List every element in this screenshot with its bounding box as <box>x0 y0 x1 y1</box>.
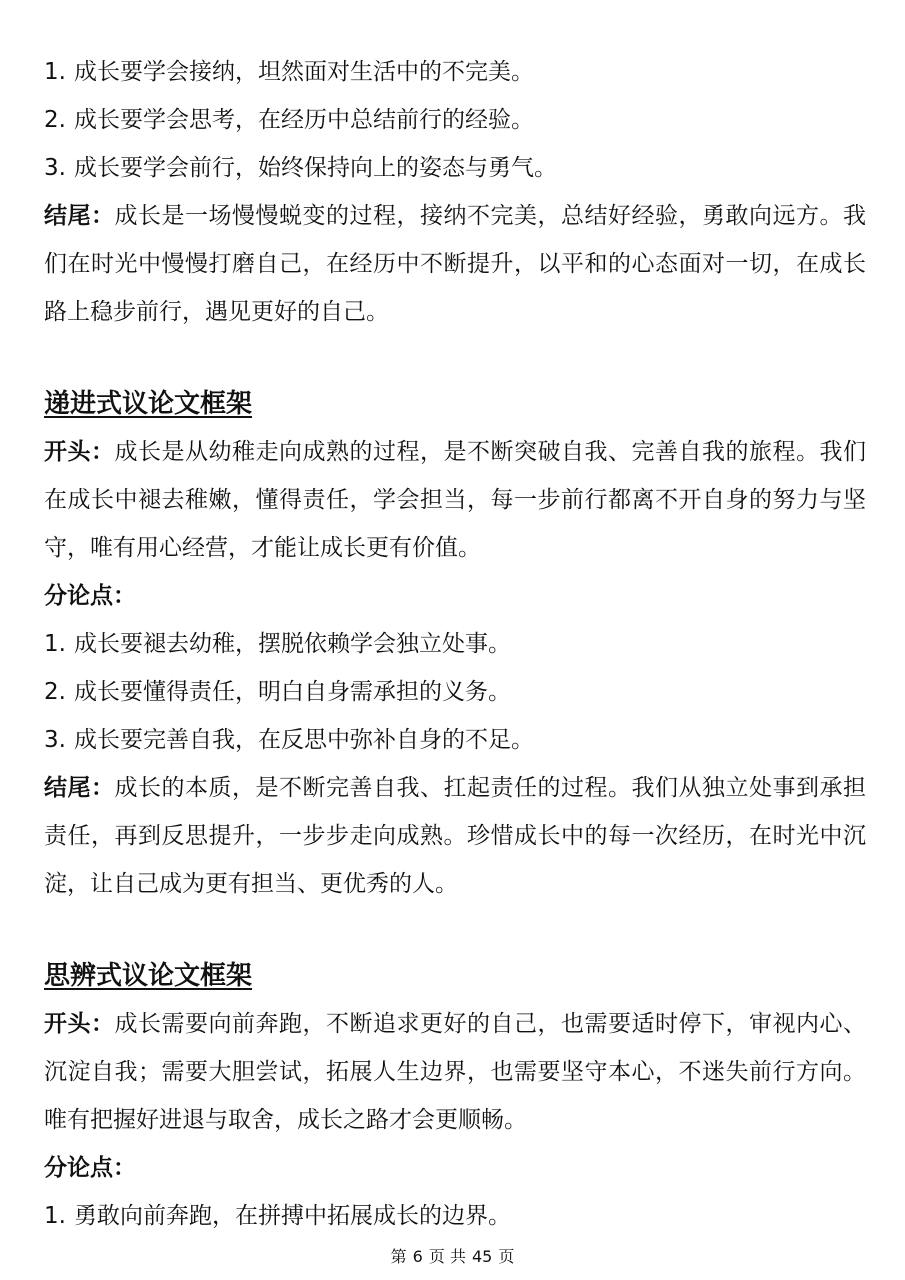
ending-paragraph <box>44 764 866 908</box>
opening-paragraph <box>44 428 866 572</box>
opening-text: 成长需要向前奔跑，不断追求更好的自己，也需要适时停下，审视内心、沉淀自我；需要大胆尝试，拓展人生边界，也需要坚守本心，不迷失前行方向。唯有把握好进退与取舍，成长之路才会更顺畅。 <box>44 1011 866 1133</box>
section-spacer <box>44 908 866 952</box>
list-item-text: 成长要学会接纳，坦然面对生活中的不完美。 <box>74 59 534 85</box>
list-item <box>44 144 866 192</box>
list-item-text: 成长要完善自我，在反思中弥补自身的不足。 <box>74 727 534 753</box>
section-heading-dialectical: 思辨式议论文框架 <box>44 961 253 991</box>
list-number: 2. <box>44 679 66 705</box>
points-label: 分论点： <box>44 583 136 609</box>
ending-text: 成长是一场慢慢蜕变的过程，接纳不完美，总结好经验，勇敢向远方。我们在时光中慢慢打磨自己，在经历中不断提升，以平和的心态面对一切，在成长路上稳步前行，遇见更好的自己。 <box>44 203 866 325</box>
ending-label: 结尾： <box>44 775 115 801</box>
footer-suffix: 页 <box>498 1247 515 1266</box>
list-item-text: 成长要懂得责任，明白自身需承担的义务。 <box>74 679 511 705</box>
footer-prefix: 第 <box>390 1247 407 1266</box>
list-item-text: 勇敢向前奔跑，在拼搏中拓展成长的边界。 <box>74 1203 511 1229</box>
list-item <box>44 716 866 764</box>
page-footer <box>0 1244 905 1267</box>
opening-label: 开头： <box>44 439 115 465</box>
section-spacer <box>44 336 866 380</box>
opening-text: 成长是从幼稚走向成熟的过程，是不断突破自我、完善自我的旅程。我们在成长中褪去稚嫩，懂得责任，学会担当，每一步前行都离不开自身的努力与坚守，唯有用心经营，才能让成长更有价值。 <box>44 439 866 561</box>
list-number: 1. <box>44 59 66 85</box>
list-number: 2. <box>44 107 66 133</box>
list-item <box>44 48 866 96</box>
list-number: 1. <box>44 1203 66 1229</box>
points-label: 分论点： <box>44 1155 136 1181</box>
opening-paragraph <box>44 1000 866 1144</box>
footer-current-page: 6 <box>412 1247 423 1266</box>
list-item <box>44 96 866 144</box>
list-item-text: 成长要学会思考，在经历中总结前行的经验。 <box>74 107 534 133</box>
document-page <box>44 48 866 1240</box>
list-number: 3. <box>44 155 66 181</box>
list-item-text: 成长要学会前行，始终保持向上的姿态与勇气。 <box>74 155 557 181</box>
footer-total-pages: 45 <box>471 1247 493 1266</box>
opening-label: 开头： <box>44 1011 115 1037</box>
footer-middle: 页 共 <box>428 1247 466 1266</box>
ending-paragraph <box>44 192 866 336</box>
section-heading-progressive: 递进式议论文框架 <box>44 389 253 419</box>
list-item <box>44 1192 866 1240</box>
ending-label: 结尾： <box>44 203 115 229</box>
list-item <box>44 620 866 668</box>
ending-text: 成长的本质，是不断完善自我、扛起责任的过程。我们从独立处事到承担责任，再到反思提升，一步步走向成熟。珍惜成长中的每一次经历，在时光中沉淀，让自己成为更有担当、更优秀的人。 <box>44 775 866 897</box>
list-number: 3. <box>44 727 66 753</box>
list-item <box>44 668 866 716</box>
list-item-text: 成长要褪去幼稚，摆脱依赖学会独立处事。 <box>74 631 511 657</box>
list-number: 1. <box>44 631 66 657</box>
